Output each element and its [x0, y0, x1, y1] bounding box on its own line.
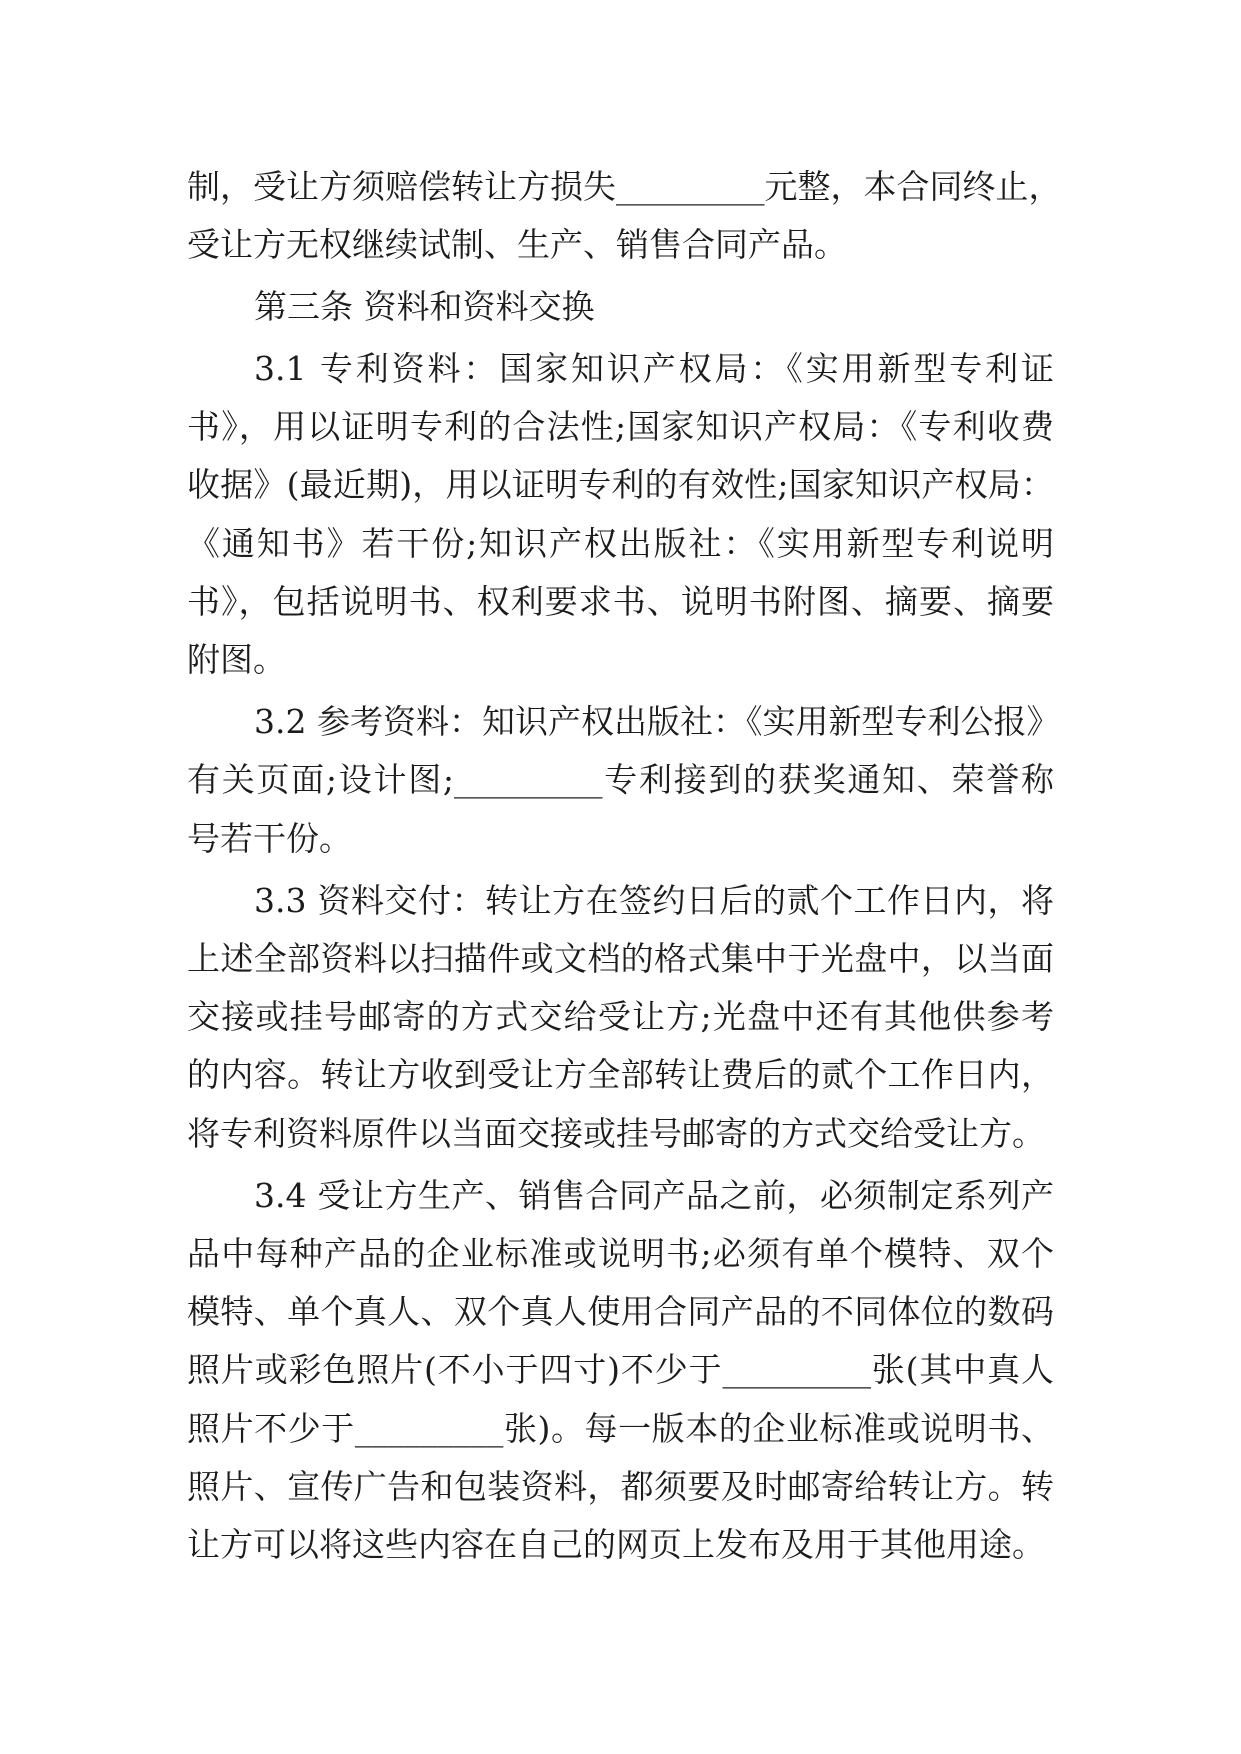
heading-line: 第三条 资料和资料交换	[254, 287, 595, 327]
clause-3-4	[187, 1167, 1241, 1575]
text-line: 3.2 参考资料：知识产权出版社：《实用新型专利公报》	[254, 702, 1060, 742]
text-line: 收据》(最近期)，用以证明专利的有效性;国家知识产权局：	[187, 465, 1054, 505]
text-line: 3.3 资料交付：转让方在签约日后的贰个工作日内，将	[254, 880, 1054, 920]
text-line: 上述全部资料以扫描件或文档的格式集中于光盘中，以当面	[187, 938, 1054, 978]
text-line: 《通知书》若干份;知识产权出版社：《实用新型专利说明	[187, 523, 1054, 563]
text-line: 受让方无权继续试制、生产、销售合同产品。	[187, 225, 847, 265]
section-heading	[187, 278, 1241, 336]
text-line: 将专利资料原件以当面交接或挂号邮寄的方式交给受让方。	[187, 1113, 1045, 1153]
text-line: 制，受让方须赔偿转让方损失_________元整，本合同终止，	[187, 167, 1062, 206]
clause-3-3	[187, 872, 1241, 1163]
text-line: 号若干份。	[187, 818, 352, 858]
text-line: 书》，包括说明书、权利要求书、说明书附图、摘要、摘要	[187, 582, 1054, 622]
text-line: 有关页面;设计图;_________专利接到的获奖通知、荣誉称	[187, 760, 1054, 800]
text-line: 交接或挂号邮寄的方式交给受让方;光盘中还有其他供参考	[187, 997, 1054, 1037]
paragraph-continuation	[187, 158, 1241, 275]
text-line: 让方可以将这些内容在自己的网页上发布及用于其他用途。	[187, 1525, 1045, 1565]
text-line: 3.1 专利资料：国家知识产权局：《实用新型专利证	[254, 348, 1054, 388]
text-line: 书》，用以证明专利的合法性;国家知识产权局：《专利收费	[187, 407, 1054, 447]
text-line: 模特、单个真人、双个真人使用合同产品的不同体位的数码	[187, 1292, 1054, 1332]
clause-3-2	[187, 693, 1241, 868]
text-line: 照片或彩色照片(不小于四寸)不少于_________张(其中真人	[187, 1350, 1054, 1390]
text-line: 附图。	[187, 640, 286, 680]
clause-3-1	[187, 340, 1241, 690]
text-line: 的内容。转让方收到受让方全部转让费后的贰个工作日内，	[187, 1055, 1054, 1095]
text-line: 3.4 受让方生产、销售合同产品之前，必须制定系列产	[254, 1175, 1054, 1215]
text-line: 品中每种产品的企业标准或说明书;必须有单个模特、双个	[187, 1233, 1054, 1273]
text-line: 照片、宣传广告和包装资料，都须要及时邮寄给转让方。转	[187, 1467, 1054, 1507]
text-line: 照片不少于_________张)。每一版本的企业标准或说明书、	[187, 1408, 1054, 1448]
